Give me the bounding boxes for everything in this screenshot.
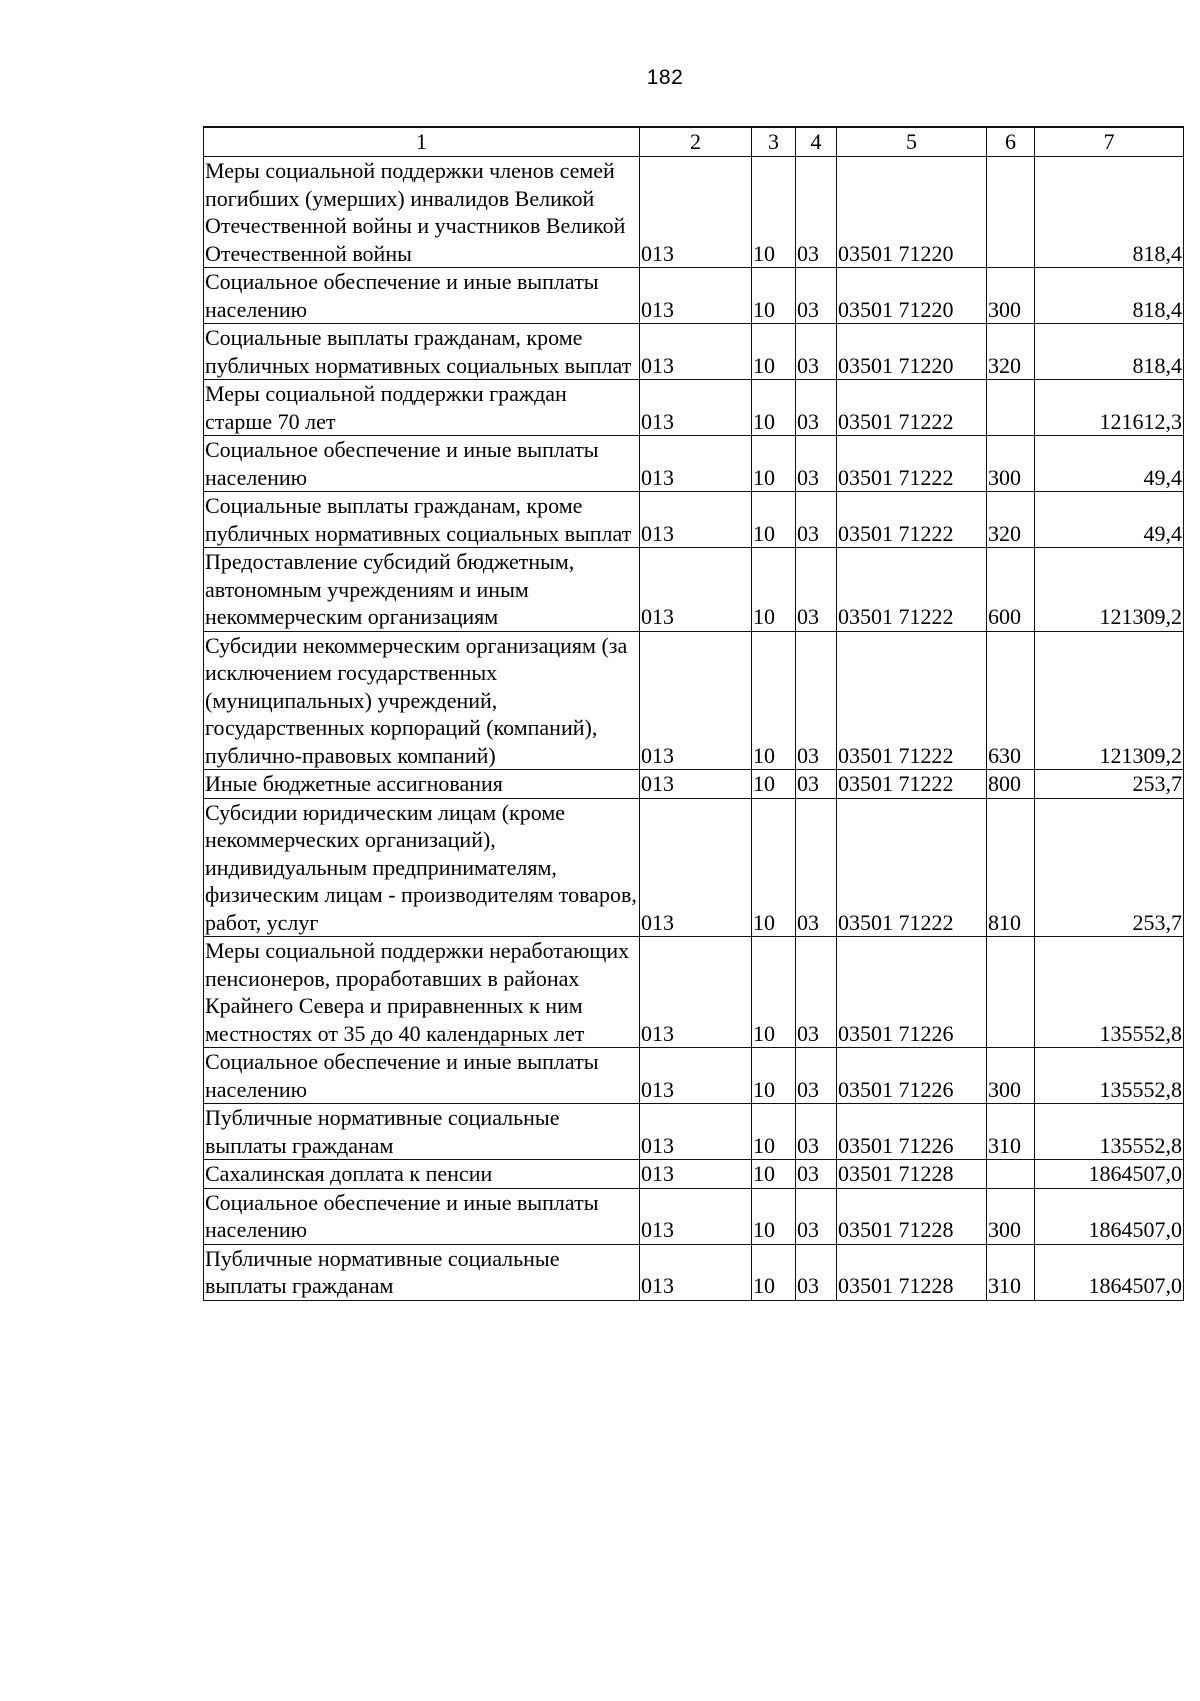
- row-amount-cell: 253,7: [1035, 798, 1184, 937]
- row-target-article-cell: 03501 71222: [837, 548, 987, 632]
- row-target-article-cell: 03501 71222: [837, 492, 987, 548]
- row-name-cell: Социальное обеспечение и иные выплаты населению: [204, 1048, 640, 1104]
- header-col-6: 6: [987, 127, 1035, 157]
- row-subsection-cell: 03: [796, 548, 837, 632]
- table-header: [204, 127, 1184, 157]
- row-expense-type-cell: [987, 937, 1035, 1048]
- row-expense-type-cell: 310: [987, 1104, 1035, 1160]
- table-row: [204, 1160, 1184, 1189]
- row-name-cell: Предоставление субсидий бюджетным, автономным учреждениям и иным некоммерческим организациям: [204, 548, 640, 632]
- row-admin-code-cell: 013: [640, 268, 752, 324]
- row-subsection-cell: 03: [796, 436, 837, 492]
- table-row: [204, 380, 1184, 436]
- row-admin-code-cell: 013: [640, 798, 752, 937]
- row-admin-code-cell: 013: [640, 492, 752, 548]
- row-name-cell: Социальные выплаты гражданам, кроме публичных нормативных социальных выплат: [204, 324, 640, 380]
- row-section-cell: 10: [752, 937, 796, 1048]
- row-name-cell: Социальное обеспечение и иные выплаты населению: [204, 268, 640, 324]
- row-expense-type-cell: 300: [987, 268, 1035, 324]
- row-section-cell: 10: [752, 1048, 796, 1104]
- row-expense-type-cell: 300: [987, 1048, 1035, 1104]
- table-row: [204, 324, 1184, 380]
- budget-table: [203, 126, 1184, 1301]
- row-expense-type-cell: [987, 157, 1035, 268]
- row-section-cell: 10: [752, 157, 796, 268]
- row-expense-type-cell: [987, 380, 1035, 436]
- row-amount-cell: 135552,8: [1035, 1048, 1184, 1104]
- row-admin-code-cell: 013: [640, 1048, 752, 1104]
- header-col-5: 5: [837, 127, 987, 157]
- row-admin-code-cell: 013: [640, 937, 752, 1048]
- row-section-cell: 10: [752, 1104, 796, 1160]
- row-section-cell: 10: [752, 798, 796, 937]
- row-target-article-cell: 03501 71222: [837, 770, 987, 799]
- table-row: [204, 798, 1184, 937]
- row-target-article-cell: 03501 71226: [837, 937, 987, 1048]
- table-body: [204, 157, 1184, 1301]
- row-target-article-cell: 03501 71220: [837, 268, 987, 324]
- row-subsection-cell: 03: [796, 1188, 837, 1244]
- row-subsection-cell: 03: [796, 268, 837, 324]
- row-target-article-cell: 03501 71228: [837, 1160, 987, 1189]
- row-amount-cell: 818,4: [1035, 324, 1184, 380]
- row-target-article-cell: 03501 71220: [837, 324, 987, 380]
- row-amount-cell: 49,4: [1035, 436, 1184, 492]
- row-section-cell: 10: [752, 1160, 796, 1189]
- row-amount-cell: 121612,3: [1035, 380, 1184, 436]
- row-amount-cell: 135552,8: [1035, 1104, 1184, 1160]
- row-section-cell: 10: [752, 268, 796, 324]
- header-row: [204, 127, 1184, 157]
- row-subsection-cell: 03: [796, 631, 837, 770]
- row-admin-code-cell: 013: [640, 324, 752, 380]
- row-amount-cell: 135552,8: [1035, 937, 1184, 1048]
- row-admin-code-cell: 013: [640, 157, 752, 268]
- row-name-cell: Иные бюджетные ассигнования: [204, 770, 640, 799]
- page-number: 182: [646, 66, 684, 89]
- row-subsection-cell: 03: [796, 1244, 837, 1300]
- row-amount-cell: 253,7: [1035, 770, 1184, 799]
- row-section-cell: 10: [752, 492, 796, 548]
- row-expense-type-cell: 800: [987, 770, 1035, 799]
- table-row: [204, 1104, 1184, 1160]
- row-target-article-cell: 03501 71222: [837, 380, 987, 436]
- row-amount-cell: 1864507,0: [1035, 1160, 1184, 1189]
- row-section-cell: 10: [752, 436, 796, 492]
- row-admin-code-cell: 013: [640, 1104, 752, 1160]
- header-col-4: 4: [796, 127, 837, 157]
- row-name-cell: Социальное обеспечение и иные выплаты населению: [204, 436, 640, 492]
- row-expense-type-cell: 300: [987, 436, 1035, 492]
- row-amount-cell: 1864507,0: [1035, 1244, 1184, 1300]
- row-subsection-cell: 03: [796, 798, 837, 937]
- table-row: [204, 492, 1184, 548]
- table-row: [204, 436, 1184, 492]
- table-row: [204, 631, 1184, 770]
- row-expense-type-cell: 320: [987, 324, 1035, 380]
- row-section-cell: 10: [752, 1244, 796, 1300]
- row-target-article-cell: 03501 71222: [837, 798, 987, 937]
- table-row: [204, 1244, 1184, 1300]
- row-expense-type-cell: 310: [987, 1244, 1035, 1300]
- row-section-cell: 10: [752, 548, 796, 632]
- row-expense-type-cell: [987, 1160, 1035, 1189]
- row-section-cell: 10: [752, 770, 796, 799]
- row-subsection-cell: 03: [796, 380, 837, 436]
- row-name-cell: Меры социальной поддержки граждан старше 70 лет: [204, 380, 640, 436]
- row-subsection-cell: 03: [796, 1104, 837, 1160]
- row-section-cell: 10: [752, 324, 796, 380]
- row-name-cell: Публичные нормативные социальные выплаты гражданам: [204, 1244, 640, 1300]
- header-col-3: 3: [752, 127, 796, 157]
- row-name-cell: Социальные выплаты гражданам, кроме публичных нормативных социальных выплат: [204, 492, 640, 548]
- table-row: [204, 937, 1184, 1048]
- row-name-cell: Субсидии некоммерческим организациям (за исключением государственных (муниципальных) учреждений, государственных корпораций (компаний), публично-правовых компаний): [204, 631, 640, 770]
- row-amount-cell: 121309,2: [1035, 548, 1184, 632]
- row-subsection-cell: 03: [796, 492, 837, 548]
- row-admin-code-cell: 013: [640, 1188, 752, 1244]
- row-section-cell: 10: [752, 380, 796, 436]
- table-row: [204, 770, 1184, 799]
- table-row: [204, 1188, 1184, 1244]
- table-row: [204, 268, 1184, 324]
- row-subsection-cell: 03: [796, 770, 837, 799]
- row-section-cell: 10: [752, 1188, 796, 1244]
- row-subsection-cell: 03: [796, 157, 837, 268]
- row-amount-cell: 818,4: [1035, 268, 1184, 324]
- row-admin-code-cell: 013: [640, 436, 752, 492]
- row-target-article-cell: 03501 71222: [837, 631, 987, 770]
- row-admin-code-cell: 013: [640, 380, 752, 436]
- table-row: [204, 548, 1184, 632]
- table-row: [204, 1048, 1184, 1104]
- row-subsection-cell: 03: [796, 1160, 837, 1189]
- row-target-article-cell: 03501 71226: [837, 1048, 987, 1104]
- row-amount-cell: 818,4: [1035, 157, 1184, 268]
- row-name-cell: Субсидии юридическим лицам (кроме некоммерческих организаций), индивидуальным предпринимателям, физическим лицам - производителям товаров, работ, услуг: [204, 798, 640, 937]
- row-name-cell: Сахалинская доплата к пенсии: [204, 1160, 640, 1189]
- row-expense-type-cell: 300: [987, 1188, 1035, 1244]
- row-target-article-cell: 03501 71228: [837, 1244, 987, 1300]
- row-section-cell: 10: [752, 631, 796, 770]
- row-subsection-cell: 03: [796, 324, 837, 380]
- row-name-cell: Социальное обеспечение и иные выплаты населению: [204, 1188, 640, 1244]
- row-target-article-cell: 03501 71226: [837, 1104, 987, 1160]
- row-amount-cell: 121309,2: [1035, 631, 1184, 770]
- row-target-article-cell: 03501 71228: [837, 1188, 987, 1244]
- row-admin-code-cell: 013: [640, 631, 752, 770]
- row-name-cell: Меры социальной поддержки неработающих пенсионеров, проработавших в районах Крайнего Севера и приравненных к ним местностях от 35 до 40 календарных лет: [204, 937, 640, 1048]
- row-name-cell: Меры социальной поддержки членов семей погибших (умерших) инвалидов Великой Отечественной войны и участников Великой Отечественной войны: [204, 157, 640, 268]
- header-col-7: 7: [1035, 127, 1184, 157]
- row-amount-cell: 1864507,0: [1035, 1188, 1184, 1244]
- row-expense-type-cell: 320: [987, 492, 1035, 548]
- row-admin-code-cell: 013: [640, 548, 752, 632]
- row-expense-type-cell: 810: [987, 798, 1035, 937]
- header-col-1: 1: [204, 127, 640, 157]
- row-expense-type-cell: 600: [987, 548, 1035, 632]
- row-admin-code-cell: 013: [640, 1160, 752, 1189]
- row-target-article-cell: 03501 71220: [837, 157, 987, 268]
- row-amount-cell: 49,4: [1035, 492, 1184, 548]
- row-target-article-cell: 03501 71222: [837, 436, 987, 492]
- row-expense-type-cell: 630: [987, 631, 1035, 770]
- header-col-2: 2: [640, 127, 752, 157]
- row-name-cell: Публичные нормативные социальные выплаты гражданам: [204, 1104, 640, 1160]
- row-subsection-cell: 03: [796, 937, 837, 1048]
- table-row: [204, 157, 1184, 268]
- row-admin-code-cell: 013: [640, 770, 752, 799]
- row-subsection-cell: 03: [796, 1048, 837, 1104]
- row-admin-code-cell: 013: [640, 1244, 752, 1300]
